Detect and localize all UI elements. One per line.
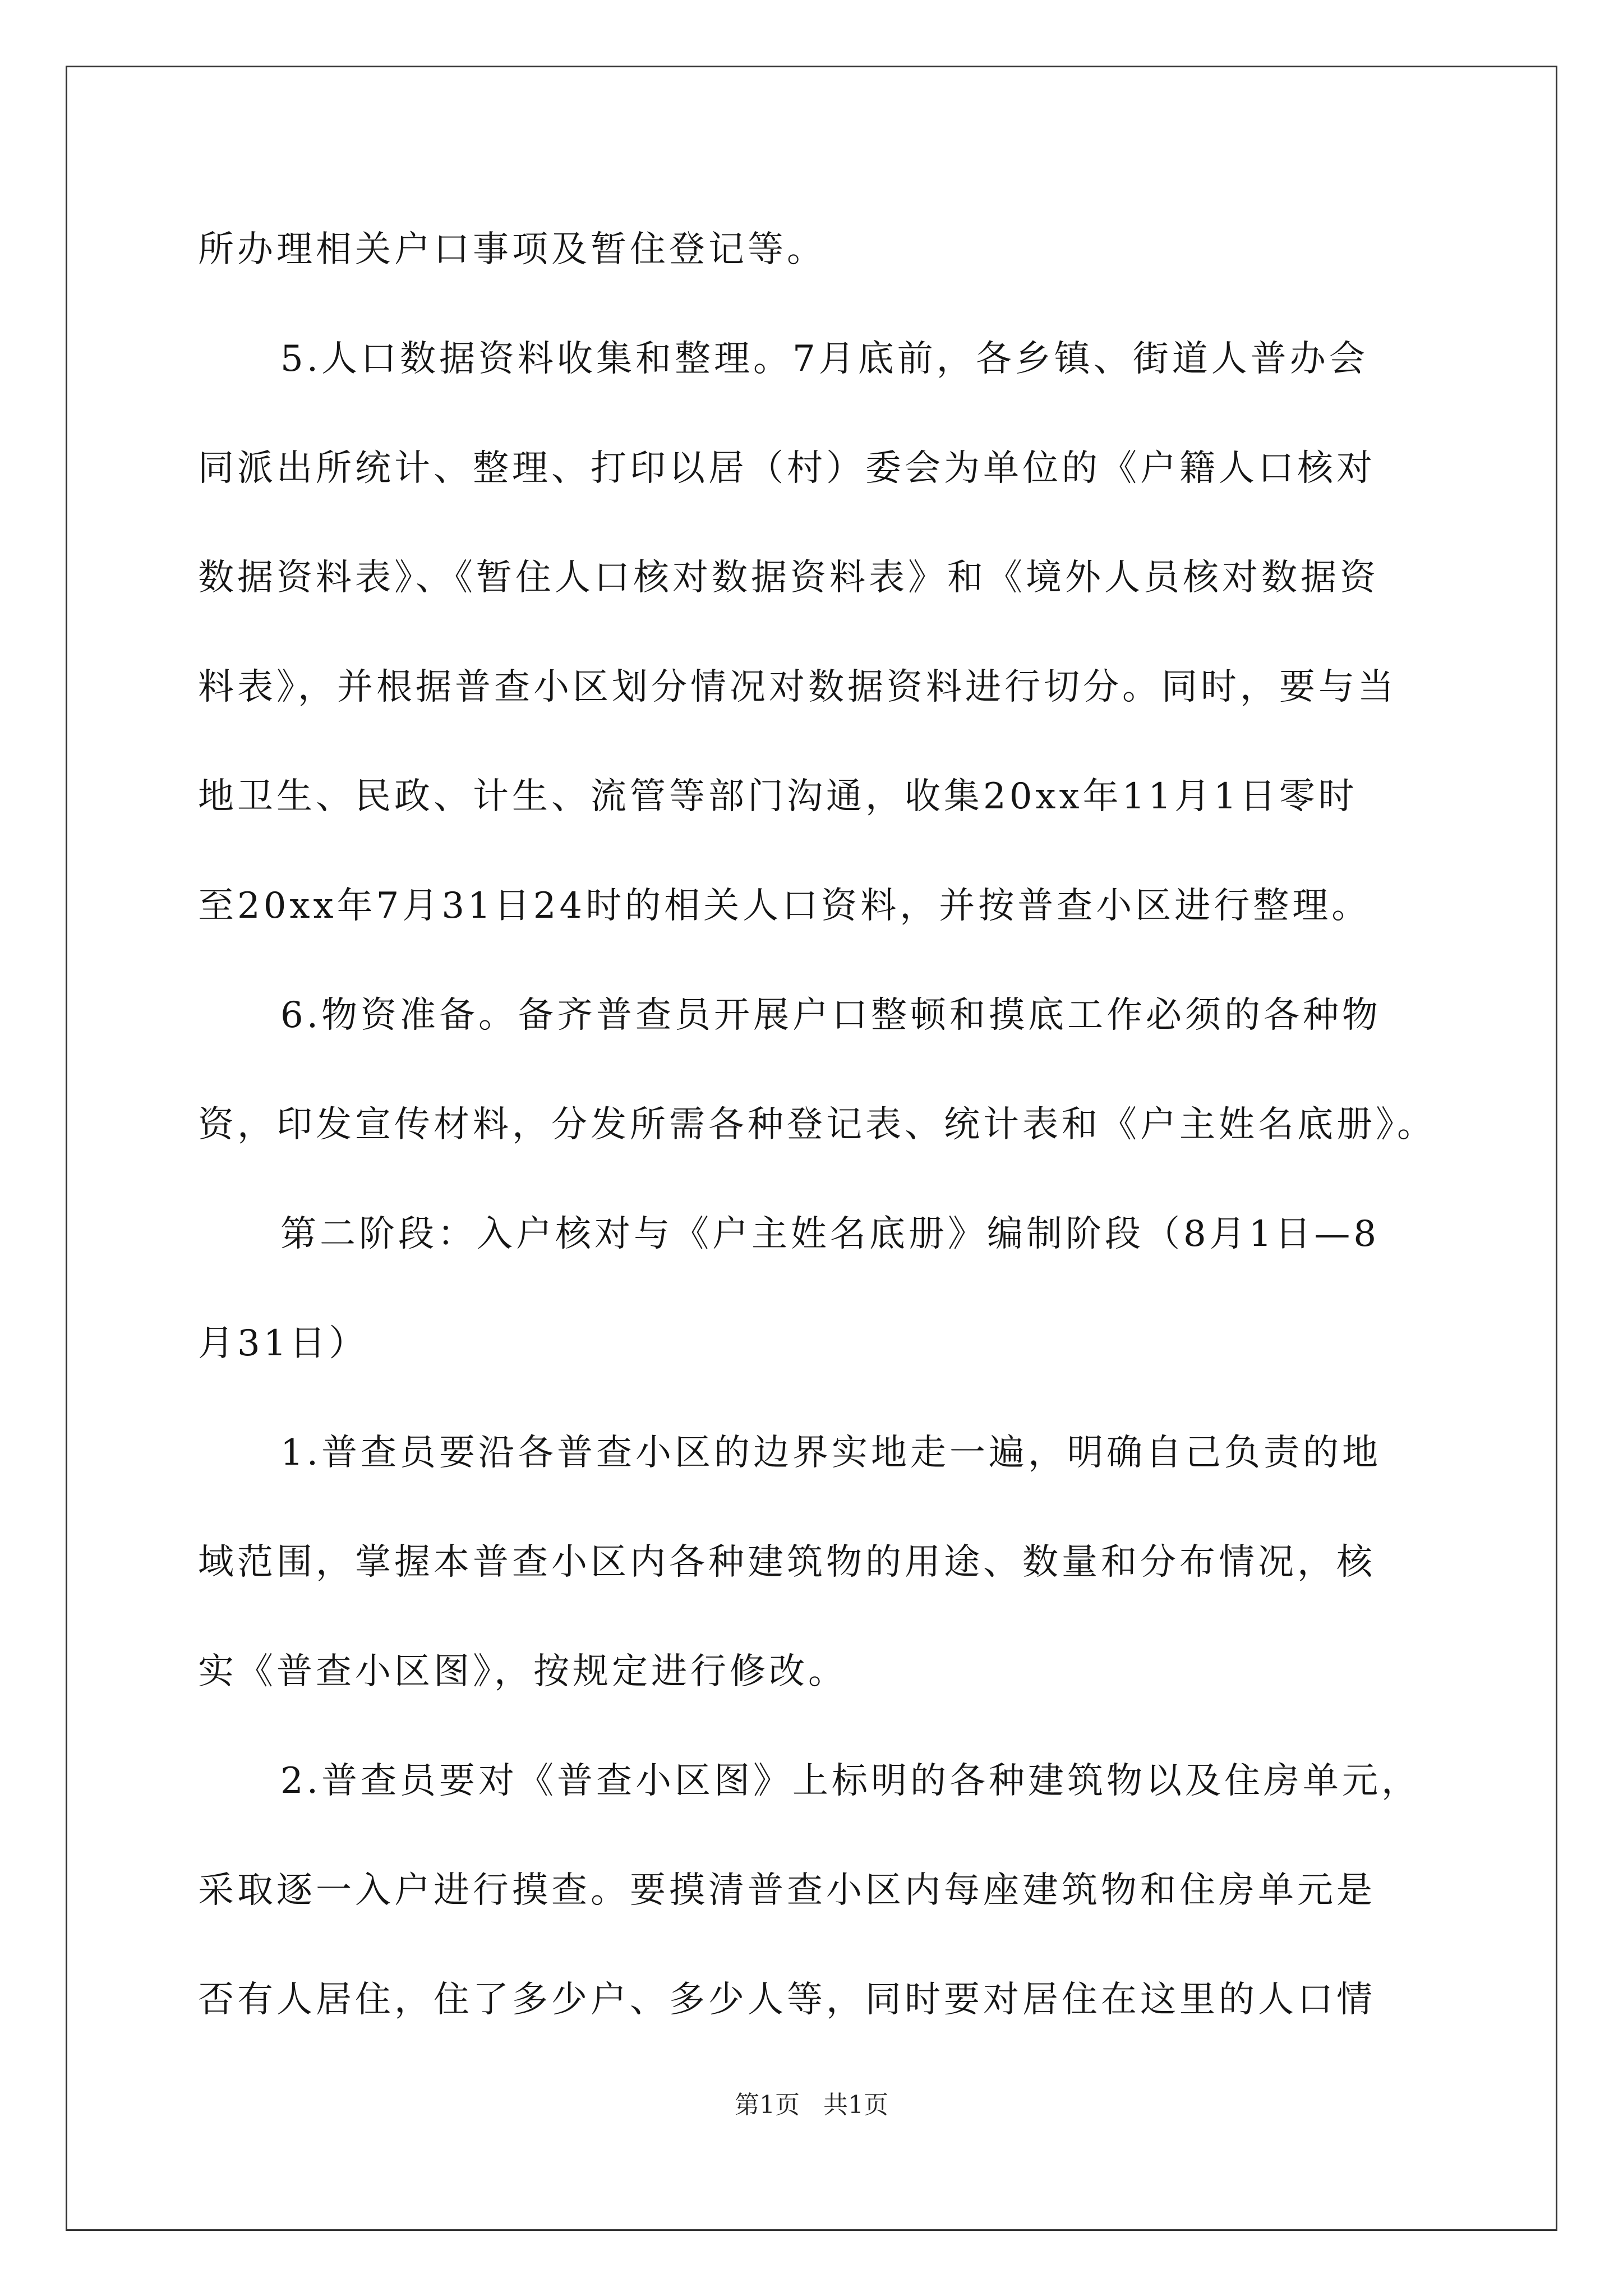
- text-line: 2.普查员要对《普查小区图》上标明的各种建筑物以及住房单元，: [280, 1760, 1421, 1802]
- section-heading: 第二阶段：入户核对与《户主姓名底册》编制阶段（8月1日—8: [280, 1213, 1380, 1255]
- text-line: 5.人口数据资料收集和整理。7月底前，各乡镇、街道人普办会: [280, 338, 1368, 380]
- text-line: 域范围，掌握本普查小区内各种建筑物的用途、数量和分布情况，核: [198, 1542, 1376, 1583]
- text-line: 料表》，并根据普查小区划分情况对数据资料进行切分。同时，要与当: [198, 666, 1397, 708]
- text-line: 资，印发宣传材料，分发所需各种登记表、统计表和《户主姓名底册》。: [198, 1104, 1436, 1145]
- text-line: 否有人居住，住了多少户、多少人等，同时要对居住在这里的人口情: [198, 1979, 1376, 2021]
- text-line: 6.物资准备。备齐普查员开展户口整顿和摸底工作必须的各种物: [280, 995, 1382, 1036]
- page-footer: [0, 2090, 1623, 2121]
- text-line: 1.普查员要沿各普查小区的边界实地走一遍，明确自己负责的地: [280, 1432, 1382, 1474]
- page-number: 第1页: [735, 2091, 800, 2119]
- text-line: 同派出所统计、整理、打印以居（村）委会为单位的《户籍人口核对: [198, 448, 1376, 489]
- text-line: 至20xx年7月31日24时的相关人口资料，并按普查小区进行整理。: [198, 885, 1371, 927]
- text-line: 采取逐一入户进行摸查。要摸清普查小区内每座建筑物和住房单元是: [198, 1870, 1376, 1911]
- text-line: 实《普查小区图》，按规定进行修改。: [198, 1651, 847, 1692]
- page-total: 共1页: [823, 2091, 888, 2119]
- section-heading-continued: 月31日）: [198, 1323, 368, 1364]
- text-line: 地卫生、民政、计生、流管等部门沟通，收集20xx年11月1日零时: [198, 776, 1358, 817]
- text-line: 所办理相关户口事项及暂住登记等。: [198, 229, 826, 270]
- text-line: 数据资料表》、《暂住人口核对数据资料表》和《境外人员核对数据资: [198, 557, 1379, 599]
